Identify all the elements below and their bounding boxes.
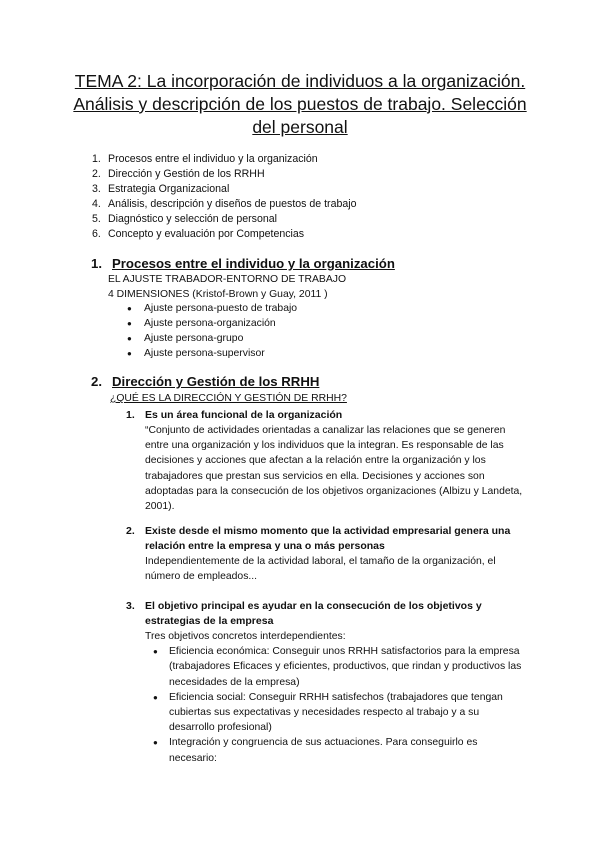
list-item: ● Ajuste persona-grupo xyxy=(127,333,244,344)
bullet-icon: ● xyxy=(153,692,158,702)
section-2-item-2: 2. Existe desde el mismo momento que la actividad empresarial genera una relación entre la empresa y una o más personas Independientemente de la actividad laboral, el tamaño de la organización, el número de empleados... xyxy=(126,524,526,584)
item-body: “Conjunto de actividades orientadas a canalizar las relaciones que se generen entre una organización y los individuos que la integran. Es responsable de las decisiones y acciones que afectan a la relación entre la organización y los trabajadores que prestan sus servicios en ella. Decisiones y acciones son adoptadas para la consecución de los objetivos organizaciones (Albizu y Landeta, 2001). xyxy=(145,425,523,513)
list-item: ● Ajuste persona-supervisor xyxy=(127,348,265,359)
section-1-bullets xyxy=(127,301,297,361)
bullet-icon: ● xyxy=(127,334,132,343)
item-body: Independientemente de la actividad laboral, el tamaño de la organización, el número de empleados... xyxy=(145,556,496,583)
bullet-icon: ● xyxy=(127,319,132,328)
bullet-icon: ● xyxy=(127,349,132,358)
bullet-icon: ● xyxy=(127,304,132,313)
list-item: ● Ajuste persona-organización xyxy=(127,318,276,329)
item-bullets xyxy=(126,644,526,766)
toc-item: 1. Procesos entre el individuo y la organización xyxy=(92,153,318,165)
toc-item: 3. Estrategia Organizacional xyxy=(92,183,230,196)
bullet-icon: ● xyxy=(153,738,158,748)
item-body: Tres objetivos concretos interdependientes: xyxy=(145,631,346,642)
section-2-question: ¿QUÉ ES LA DIRECCIÓN Y GESTIÓN DE RRHH? xyxy=(110,393,347,404)
section-2-heading: 2. Dirección y Gestión de los RRHH xyxy=(91,374,320,389)
section-1-line-1: EL AJUSTE TRABADOR-ENTORNO DE TRABAJO xyxy=(108,274,347,285)
toc-item: 4. Análisis, descripción y diseños de puestos de trabajo xyxy=(92,198,357,211)
table-of-contents xyxy=(92,152,357,243)
section-1-line-2: 4 DIMENSIONES (Kristof-Brown y Guay, 2011 ) xyxy=(108,289,328,300)
list-item: ● Eficiencia económica: Conseguir unos RRHH satisfactorios para la empresa (trabajadores Eficaces y eficientes, productivos, que rindan y productivos las necesidades de la empresa) xyxy=(153,644,526,690)
section-1-heading: 1. Procesos entre el individuo y la organización xyxy=(91,256,395,271)
toc-item: 6. Concepto y evaluación por Competencias xyxy=(92,228,305,241)
list-item: ● Eficiencia social: Conseguir RRHH satisfechos (trabajadores que tengan cubiertas sus expectativas y necesidades respecto al trabajo y a su desarrollo profesional) xyxy=(153,690,526,736)
page-title: TEMA 2: La incorporación de individuos a la organización. Análisis y descripción de los puestos de trabajo. Selección del personal xyxy=(73,71,527,137)
toc-item: 5. Diagnóstico y selección de personal xyxy=(92,213,278,226)
bullet-icon: ● xyxy=(153,647,158,657)
list-item: ● Integración y congruencia de sus actuaciones. Para conseguirlo es necesario: xyxy=(153,735,526,765)
list-item: ● Ajuste persona-puesto de trabajo xyxy=(127,303,298,314)
section-2-item-3: 3. El objetivo principal es ayudar en la consecución de los objetivos y estrategias de la empresa Tres objetivos concretos interdependientes: ● Eficiencia económica: Conseguir unos RRHH satisfactorios para la empresa (trabajadores Eficaces y eficientes, productivos, que rindan y productivos las necesidades de la empresa) ● Eficiencia social: Conseguir RRHH satisfechos (trabajadores que tengan cubiertas sus expectativas y necesidades respecto al trabajo y a su desarrollo profesional) ● Integración y congruencia de sus actuaciones. Para conseguirlo es necesario: xyxy=(126,599,526,766)
section-2-item-1: 1. Es un área funcional de la organización “Conjunto de actividades orientadas a canalizar las relaciones que se generen entre una organización y los individuos que la integran. Es responsable de las decisiones y acciones que afectan a la relación entre la organización y los trabajadores que prestan sus servicios en ella. Decisiones y acciones son adoptadas para la consecución de los objetivos organizaciones (Albizu y Landeta, 2001). xyxy=(126,408,526,514)
toc-item: 2. Dirección y Gestión de los RRHH xyxy=(92,168,265,181)
